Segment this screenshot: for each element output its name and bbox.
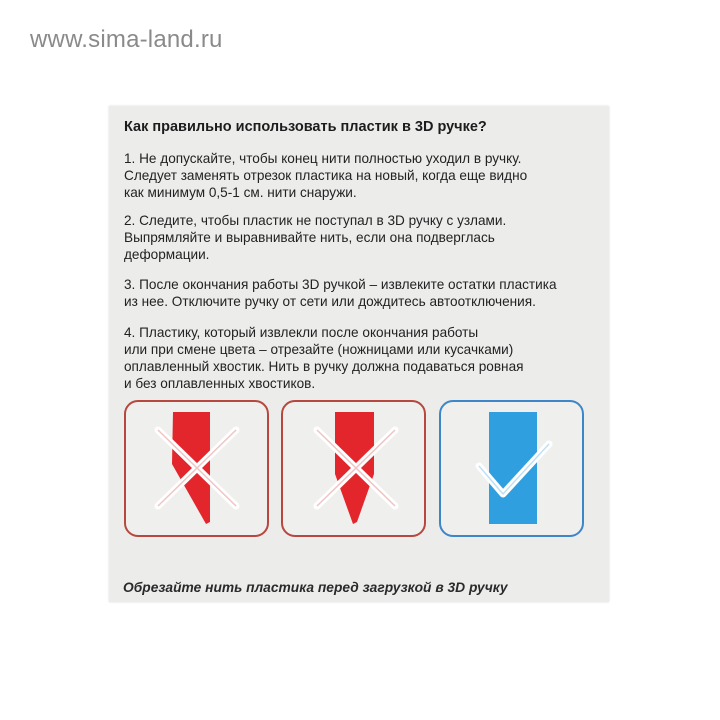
watermark: www.sima-land.ru [30,26,223,53]
illustration-melted-tail [124,400,269,537]
paragraph-line: как минимум 0,5-1 см. нити снаружи. [124,185,357,200]
paragraph-1 [124,150,599,201]
instruction-card [109,106,609,602]
straight-cut-correct-icon [441,402,582,535]
pointed-tail-wrong-icon [283,402,424,535]
paragraph-line: 2. Следите, чтобы пластик не поступал в 3D ручку с узлами. [124,213,507,228]
illustration-straight-cut [439,400,584,537]
paragraph-line: и без оплавленных хвостиков. [124,376,316,391]
paragraph-line: или при смене цвета – отрезайте (ножницами или кусачками) [124,342,514,357]
paragraph-2 [124,212,599,263]
paragraph-3 [124,276,599,310]
paragraph-line: 3. После окончания работы 3D ручкой – извлеките остатки пластика [124,277,557,292]
illustration-pointed-tail [281,400,426,537]
instruction-title: Как правильно использовать пластик в 3D ручке? [124,119,487,135]
paragraph-line: 1. Не допускайте, чтобы конец нити полностью уходил в ручку. [124,151,522,166]
paragraph-line: Выпрямляйте и выравнивайте нить, если она подверглась [124,230,495,245]
paragraph-line: Следует заменять отрезок пластика на новый, когда еще видно [124,168,528,183]
paragraph-line: деформации. [124,247,210,262]
paragraph-line: из нее. Отключите ручку от сети или дождитесь автоотключения. [124,294,536,309]
paragraph-4 [124,324,599,392]
footer-note: Обрезайте нить пластика перед загрузкой в 3D ручку [123,580,508,595]
paragraph-line: 4. Пластику, который извлекли после окончания работы [124,325,479,340]
paragraph-line: оплавленный хвостик. Нить в ручку должна подаваться ровная [124,359,524,374]
melted-tail-wrong-icon [126,402,267,535]
